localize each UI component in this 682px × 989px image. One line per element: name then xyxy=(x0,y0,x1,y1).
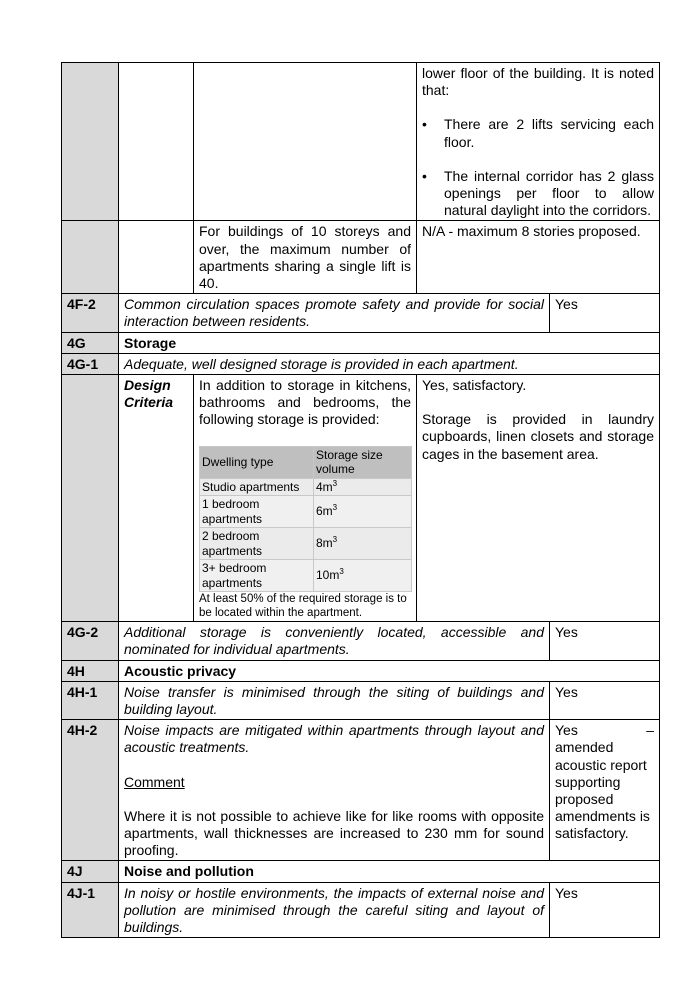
code-cell: 4G-1 xyxy=(62,353,119,374)
section-code-cell: 4H xyxy=(62,660,119,681)
section-code-cell: 4G xyxy=(62,332,119,353)
table-row xyxy=(62,294,660,332)
table-row xyxy=(62,882,660,938)
criteria-cell xyxy=(194,375,417,622)
comment-text: Where it is not possible to achieve like for like rooms with opposite apartments, wall thicknesses are increased to 230 mm for sound proofing. xyxy=(124,807,544,859)
response-cell xyxy=(417,63,660,221)
table-row xyxy=(62,622,660,660)
storage-header-row xyxy=(200,446,412,478)
response-status: Yes, satisfactory. xyxy=(422,377,527,394)
compliance-head xyxy=(555,722,654,739)
response-cell xyxy=(417,375,660,622)
compliance-cell: Yes xyxy=(550,882,660,938)
code-cell xyxy=(62,221,119,294)
storage-volume: $4m^3$ xyxy=(314,478,412,496)
table-row xyxy=(62,353,660,374)
code-cell xyxy=(62,375,119,622)
objective-cell: Common circulation spaces promote safety and provide for social interaction between residents. xyxy=(119,294,550,332)
storage-volume: $10m^3$ xyxy=(314,560,412,592)
storage-type: Studio apartments xyxy=(200,478,314,496)
table-row xyxy=(62,375,660,622)
storage-row xyxy=(200,528,412,560)
section-code-cell: 4J xyxy=(62,861,119,882)
storage-header-type: Dwelling type xyxy=(200,446,314,478)
objective-text: Noise impacts are mitigated within apartments through layout and acoustic treatments. xyxy=(124,722,544,756)
code-cell: 4J-1 xyxy=(62,882,119,938)
storage-row xyxy=(200,496,412,528)
code-cell: 4H-2 xyxy=(62,720,119,861)
label-cell xyxy=(119,63,194,221)
compliance-cell: Yes xyxy=(550,622,660,660)
storage-header-volume: Storage size volume xyxy=(314,446,412,478)
response-text: lower floor of the building. It is noted that: xyxy=(422,65,655,99)
table-row xyxy=(62,861,660,882)
storage-note: At least 50% of the required storage is to be located within the apartment. xyxy=(199,593,407,619)
criteria-cell: For buildings of 10 storeys and over, the maximum number of apartments sharing a single lift is 40. xyxy=(194,221,417,294)
criteria-cell xyxy=(194,63,417,221)
section-title-cell: Acoustic privacy xyxy=(119,660,660,681)
objective-cell xyxy=(119,720,550,861)
storage-table xyxy=(199,446,412,593)
list-item: • There are 2 lifts servicing each floor. xyxy=(444,116,654,150)
compliance-cell: Yes xyxy=(550,681,660,719)
label-cell xyxy=(119,221,194,294)
code-cell: 4H-1 xyxy=(62,681,119,719)
compliance-text: amended acoustic report supporting proposed amendments is satisfactory. xyxy=(555,739,650,842)
response-text: Storage is provided in laundry cupboards, linen closets and storage cages in the basement area. xyxy=(422,411,655,462)
response-cell: N/A - maximum 8 stories proposed. xyxy=(417,221,660,294)
bullet-list xyxy=(422,116,654,219)
section-title-cell: Noise and pollution xyxy=(119,861,660,882)
table-row xyxy=(62,660,660,681)
objective-cell: Additional storage is conveniently located, accessible and nominated for individual apartments. xyxy=(119,622,550,660)
code-cell: 4G-2 xyxy=(62,622,119,660)
compliance-yes: Yes xyxy=(555,722,578,739)
storage-volume: $6m^3$ xyxy=(314,496,412,528)
table-row xyxy=(62,681,660,719)
objective-cell: Noise transfer is minimised through the siting of buildings and building layout. xyxy=(119,681,550,719)
criteria-text: In addition to storage in kitchens, bathrooms and bedrooms, the following storage is provided: xyxy=(199,377,411,428)
storage-type: 3+ bedroom apartments xyxy=(200,560,314,592)
comment-label: Comment xyxy=(124,773,185,790)
storage-type: 2 bedroom apartments xyxy=(200,528,314,560)
table-row xyxy=(62,63,660,221)
design-compliance-table xyxy=(61,62,660,938)
compliance-cell xyxy=(550,720,660,861)
compliance-cell: Yes xyxy=(550,294,660,332)
table-row xyxy=(62,332,660,353)
code-cell xyxy=(62,63,119,221)
storage-row xyxy=(200,478,412,496)
section-title-cell: Storage xyxy=(119,332,660,353)
objective-cell: In noisy or hostile environments, the impacts of external noise and pollution are minimised through the careful siting and layout of buildings. xyxy=(119,882,550,938)
table-row xyxy=(62,221,660,294)
table-row xyxy=(62,720,660,861)
compliance-dash: – xyxy=(646,722,655,739)
list-item: • The internal corridor has 2 glass openings per floor to allow natural daylight into the corridors. xyxy=(444,168,654,220)
storage-volume: $8m^3$ xyxy=(314,528,412,560)
code-cell: 4F-2 xyxy=(62,294,119,332)
design-criteria-label: Design Criteria xyxy=(119,375,194,622)
storage-row xyxy=(200,560,412,592)
storage-type: 1 bedroom apartments xyxy=(200,496,314,528)
objective-cell: Adequate, well designed storage is provided in each apartment. xyxy=(119,353,660,374)
